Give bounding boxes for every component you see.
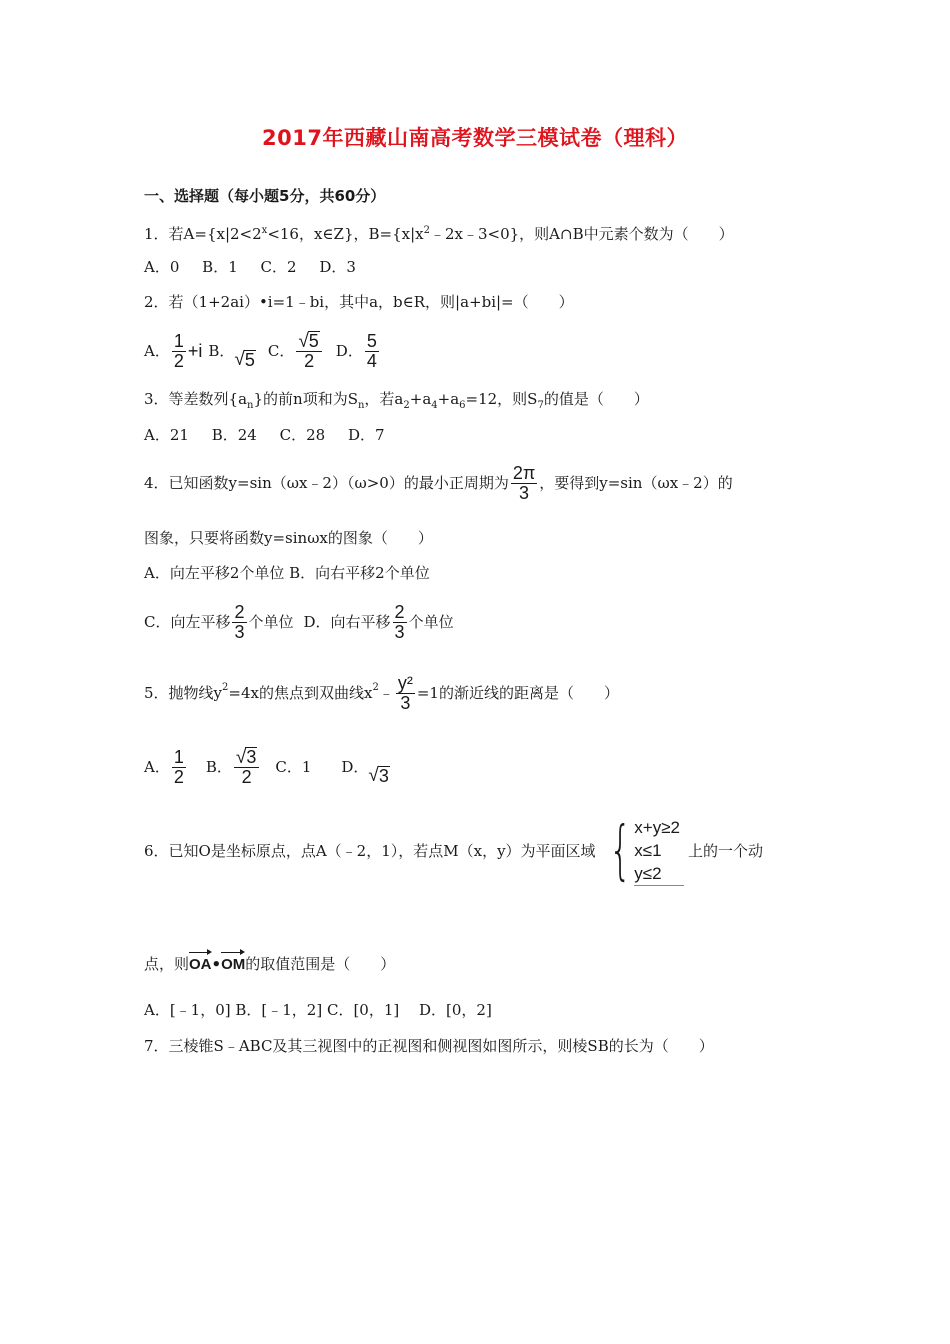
option-c: C．1 [275, 758, 312, 776]
question-7-stem: 7．三棱锥S﹣ABC及其三视图中的正视图和侧视图如图所示，则棱SB的长为（ ） [144, 1037, 714, 1055]
page-title: 2017年西藏山南高考数学三模试卷（理科） [262, 126, 688, 150]
question-1-sup: x [261, 225, 268, 236]
q3-sub: 4 [431, 400, 438, 411]
option-a-label: A． [144, 758, 170, 776]
question-6-stem [144, 810, 763, 892]
q6-line2-a: 点，则 [144, 955, 190, 973]
option-b-fraction [234, 747, 259, 787]
option-d-fraction [393, 603, 407, 642]
question-4-stem-line2: 图象，只要将函数y=sinωx的图象（ ） [144, 529, 433, 547]
option-d-label: D． [335, 342, 363, 360]
option-a-label: A． [144, 342, 170, 360]
q4-text-a: 4．已知函数y=sin（ωx﹣2）（ω>0）的最小正周期为 [144, 474, 509, 492]
fraction-numerator: √ 5 [296, 331, 321, 352]
option-a-fraction [172, 332, 186, 371]
option-c-text: C．向左平移 [144, 613, 231, 631]
option-d: D．7 [347, 426, 385, 444]
question-3-stem [144, 389, 649, 416]
question-1-text-c: ﹣2x﹣3<0}，则A∩B中元素个数为（ ） [429, 225, 734, 243]
section-heading: 一、选择题（每小题5分，共60分） [144, 187, 386, 205]
option-b-label: B． [205, 758, 232, 776]
question-1-sup2: 2 [423, 225, 430, 236]
option-a: A．0 [144, 258, 180, 276]
q5-text-a: 5．抛物线y [144, 684, 223, 702]
option-a-fraction [172, 748, 186, 787]
q3-text-b: }的前n项和为S [253, 390, 358, 408]
q5-fraction [396, 674, 415, 713]
q6-line2-b: 的取值范围是（ ） [245, 955, 396, 973]
fraction-denominator: 2 [304, 351, 315, 372]
inequality-row: x+y≥2 [634, 818, 680, 837]
q5-sup: 2 [372, 682, 379, 693]
question-4-options-ab: A．向左平移2个单位 B．向右平移2个单位 [144, 564, 430, 582]
option-b-sqrt: √ 5 [234, 349, 255, 370]
question-5-stem [144, 670, 619, 716]
dot-product-symbol: • [211, 955, 222, 973]
q3-sub: 2 [403, 400, 410, 411]
fraction-numerator: 5 [366, 330, 377, 351]
option-d-sqrt: √ 3 [368, 765, 389, 786]
fraction-numerator: 2π [512, 462, 536, 483]
question-6-stem-line2 [144, 951, 395, 975]
fraction-denominator: 3 [400, 692, 411, 713]
option-c: C．2 [260, 258, 297, 276]
brace-icon: { [608, 814, 632, 888]
q5-sup: 2 [222, 682, 229, 693]
q3-text-c: ，若a [364, 390, 404, 408]
option-c-label: C． [267, 342, 295, 360]
inequality-row: y≤2 [634, 864, 662, 883]
fraction-denominator: 3 [394, 621, 405, 642]
q6-text-b: 上的一个动 [688, 842, 764, 860]
option-c: C．28 [279, 426, 326, 444]
q6-text-a: 6．已知O是坐标原点，点A（﹣2，1），若点M（x，y）为平面区域 [144, 842, 596, 860]
fraction-numerator: 2 [234, 601, 245, 622]
q3-text-d: =12，则S [465, 390, 538, 408]
inequality-rows [634, 816, 684, 886]
q3-text-e: 的值是（ ） [543, 390, 649, 408]
option-d-label: D． [341, 758, 369, 776]
option-c-fraction [296, 331, 321, 371]
fraction-denominator: 2 [173, 350, 184, 371]
option-a: A．21 [144, 426, 189, 444]
fraction-denominator: 2 [173, 766, 184, 787]
vector-om: OM [221, 951, 245, 975]
option-c-unit: 个单位 [248, 613, 294, 631]
option-b-label: B． [208, 342, 235, 360]
option-d: D．3 [319, 258, 356, 276]
q3-plus: +a [437, 390, 460, 408]
option-a-tail: +i [187, 341, 203, 361]
question-2-stem: 2．若（1+2ai）•i=1﹣bi，其中a，b∈R，则|a+bi|=（ ） [144, 293, 574, 311]
q4-fraction [511, 464, 537, 503]
q3-sub: 6 [459, 400, 466, 411]
option-b: B．24 [211, 426, 257, 444]
fraction-numerator: 1 [173, 746, 184, 767]
fraction-numerator: 2 [394, 601, 405, 622]
q3-sub: n [247, 400, 254, 411]
inequality-row: x≤1 [634, 841, 662, 860]
fraction-numerator: y² [397, 672, 413, 693]
question-4-options-cd [144, 599, 454, 645]
q3-sub: 7 [537, 400, 544, 411]
question-2-options [144, 328, 381, 374]
fraction-numerator: √ 3 [234, 747, 259, 768]
q5-text-d: =1的渐近线的距离是（ ） [416, 684, 619, 702]
question-1-text-a: 1．若A={x|2<2 [144, 225, 262, 243]
vector-oa: OA [189, 951, 212, 975]
question-5-options [144, 744, 390, 790]
q5-text-c: ﹣ [378, 684, 394, 702]
radicand: 3 [378, 766, 389, 786]
fraction-denominator: 3 [519, 482, 530, 503]
q5-text-b: =4x的焦点到双曲线x [228, 684, 373, 702]
radicand: 3 [246, 747, 257, 768]
q3-sub: n [357, 400, 365, 411]
question-1-text-b: <16，x∈Z}，B={x|x [267, 225, 424, 243]
q3-plus: +a [409, 390, 432, 408]
question-1-stem [144, 221, 734, 244]
question-1-options [144, 257, 374, 277]
radicand: 5 [308, 331, 319, 352]
fraction-denominator: 4 [366, 350, 377, 371]
question-6-options: A．[﹣1，0] B．[﹣1，2] C．[0，1] D．[0，2] [144, 1001, 492, 1019]
question-3-options [144, 425, 403, 445]
option-c-fraction [232, 603, 246, 642]
inequality-system [600, 816, 684, 886]
option-d-fraction [365, 332, 379, 371]
radicand: 5 [244, 350, 255, 370]
question-4-stem [144, 460, 733, 506]
q4-text-b: ，要得到y=sin（ωx﹣2）的 [539, 474, 733, 492]
option-d-unit: 个单位 [408, 613, 454, 631]
option-d-text: D．向右平移 [303, 613, 391, 631]
fraction-denominator: 3 [234, 621, 245, 642]
fraction-numerator: 1 [173, 330, 184, 351]
q3-text-a: 3．等差数列{a [144, 390, 248, 408]
fraction-denominator: 2 [241, 767, 252, 788]
option-b: B．1 [202, 258, 238, 276]
